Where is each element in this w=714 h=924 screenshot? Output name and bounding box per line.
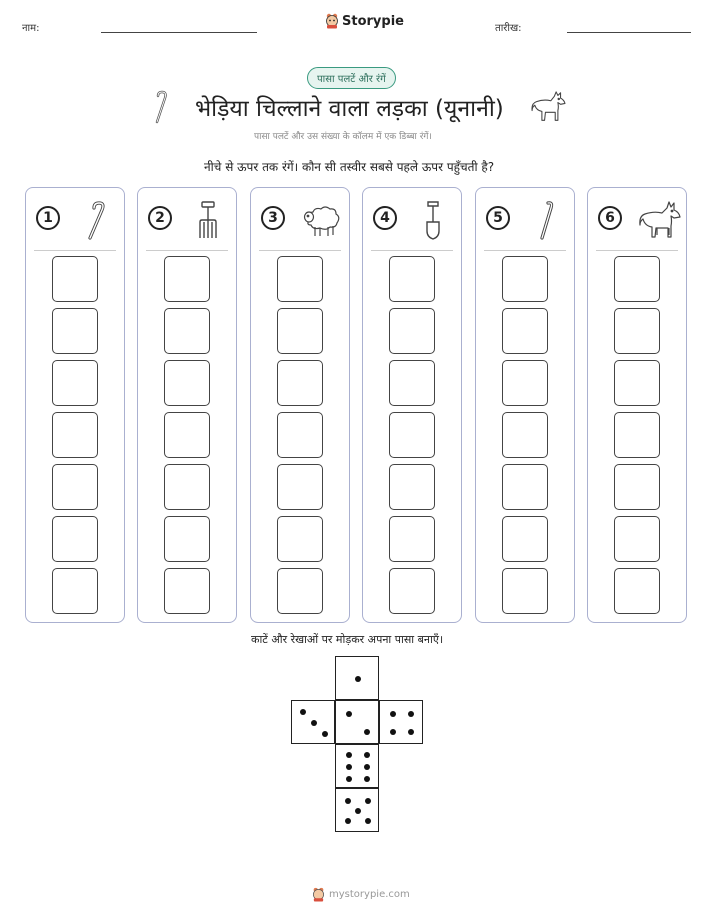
column-number: 6 <box>598 206 622 230</box>
color-box[interactable] <box>164 568 210 614</box>
color-box[interactable] <box>277 308 323 354</box>
die-pip <box>345 818 351 824</box>
color-box[interactable] <box>277 568 323 614</box>
die-pip <box>390 711 396 717</box>
color-box[interactable] <box>164 360 210 406</box>
color-box[interactable] <box>614 464 660 510</box>
color-box[interactable] <box>502 412 548 458</box>
color-box[interactable] <box>164 256 210 302</box>
column-3 <box>250 187 350 623</box>
die-pip <box>311 720 317 726</box>
color-box[interactable] <box>502 516 548 562</box>
date-label: तारीख: <box>495 23 522 34</box>
wolf-icon <box>638 200 678 240</box>
footer-url[interactable]: mystorypie.com <box>329 889 410 900</box>
die-face-4 <box>379 700 423 744</box>
sheep-icon <box>301 200 341 240</box>
brand-logo <box>325 13 404 29</box>
die-pip <box>355 808 361 814</box>
color-box[interactable] <box>52 464 98 510</box>
color-box[interactable] <box>277 256 323 302</box>
page-subtitle: पासा पलटें और उस संख्या के कॉलम में एक डिब्बा रंगें। <box>254 132 432 142</box>
column-divider <box>484 250 566 251</box>
die-pip <box>364 776 370 782</box>
die-pip <box>346 752 352 758</box>
color-box[interactable] <box>614 568 660 614</box>
name-label: नाम: <box>22 23 40 34</box>
die-face-3 <box>291 700 335 744</box>
column-header <box>26 188 124 250</box>
column-header <box>363 188 461 250</box>
color-box[interactable] <box>52 308 98 354</box>
die-pip <box>300 709 306 715</box>
column-1 <box>25 187 125 623</box>
column-header <box>588 188 686 250</box>
color-box[interactable] <box>164 412 210 458</box>
color-box[interactable] <box>614 308 660 354</box>
color-box[interactable] <box>389 412 435 458</box>
color-box[interactable] <box>52 516 98 562</box>
color-box[interactable] <box>614 516 660 562</box>
column-5 <box>475 187 575 623</box>
color-box[interactable] <box>389 256 435 302</box>
shovel-icon <box>413 200 453 240</box>
column-number: 5 <box>486 206 510 230</box>
activity-badge: पासा पलटें और रंगें <box>307 67 396 89</box>
color-box[interactable] <box>277 360 323 406</box>
die-pip <box>346 711 352 717</box>
die-face-6 <box>335 744 379 788</box>
die-face-1 <box>335 656 379 700</box>
color-box[interactable] <box>52 256 98 302</box>
shepherd-crook-icon <box>76 200 116 240</box>
column-divider <box>146 250 228 251</box>
walking-cane-icon <box>526 200 566 240</box>
die-pip <box>390 729 396 735</box>
column-number: 1 <box>36 206 60 230</box>
date-line[interactable] <box>567 32 691 33</box>
color-box[interactable] <box>277 412 323 458</box>
title-wolf-icon <box>531 91 567 123</box>
column-header <box>476 188 574 250</box>
color-box[interactable] <box>52 568 98 614</box>
color-box[interactable] <box>389 568 435 614</box>
die-pip <box>365 818 371 824</box>
color-box[interactable] <box>502 256 548 302</box>
die-pip <box>365 798 371 804</box>
color-box[interactable] <box>164 464 210 510</box>
die-pip <box>355 676 361 682</box>
color-box[interactable] <box>389 464 435 510</box>
column-header <box>138 188 236 250</box>
die-face-5 <box>335 788 379 832</box>
die-pip <box>346 764 352 770</box>
column-number: 2 <box>148 206 172 230</box>
die-pip <box>345 798 351 804</box>
color-box[interactable] <box>502 568 548 614</box>
die-pip <box>364 764 370 770</box>
color-box[interactable] <box>164 308 210 354</box>
die-pip <box>408 729 414 735</box>
column-divider <box>596 250 678 251</box>
color-box[interactable] <box>277 516 323 562</box>
page-title: भेड़िया चिल्लाने वाला लड़का (यूनानी) <box>195 96 504 122</box>
brand-name: Storypie <box>342 13 404 29</box>
die-pip <box>364 752 370 758</box>
die-pip <box>408 711 414 717</box>
color-box[interactable] <box>614 412 660 458</box>
name-line[interactable] <box>101 32 257 33</box>
column-header <box>251 188 349 250</box>
column-2 <box>137 187 237 623</box>
color-box[interactable] <box>164 516 210 562</box>
column-number: 4 <box>373 206 397 230</box>
column-divider <box>259 250 341 251</box>
column-6 <box>587 187 687 623</box>
die-face-2 <box>335 700 379 744</box>
pitchfork-icon <box>188 200 228 240</box>
column-number: 3 <box>261 206 285 230</box>
die-instruction: काटें और रेखाओं पर मोड़कर अपना पासा बनाएँ। <box>251 633 444 646</box>
color-box[interactable] <box>502 308 548 354</box>
color-box[interactable] <box>277 464 323 510</box>
column-4 <box>362 187 462 623</box>
color-box[interactable] <box>502 360 548 406</box>
color-box[interactable] <box>614 256 660 302</box>
color-box[interactable] <box>502 464 548 510</box>
column-divider <box>371 250 453 251</box>
color-box[interactable] <box>389 360 435 406</box>
color-box[interactable] <box>614 360 660 406</box>
footer <box>312 887 410 902</box>
color-box[interactable] <box>389 308 435 354</box>
storypie-logo-icon <box>312 887 325 902</box>
color-box[interactable] <box>389 516 435 562</box>
die-pip <box>364 729 370 735</box>
storypie-logo-icon <box>325 13 339 29</box>
die-pip <box>322 731 328 737</box>
column-divider <box>34 250 116 251</box>
color-box[interactable] <box>52 360 98 406</box>
instruction-text: नीचे से ऊपर तक रंगें। कौन सी तस्वीर सबसे पहले ऊपर पहुँचती है? <box>204 160 495 174</box>
die-pip <box>346 776 352 782</box>
title-crook-icon <box>153 90 171 124</box>
color-box[interactable] <box>52 412 98 458</box>
